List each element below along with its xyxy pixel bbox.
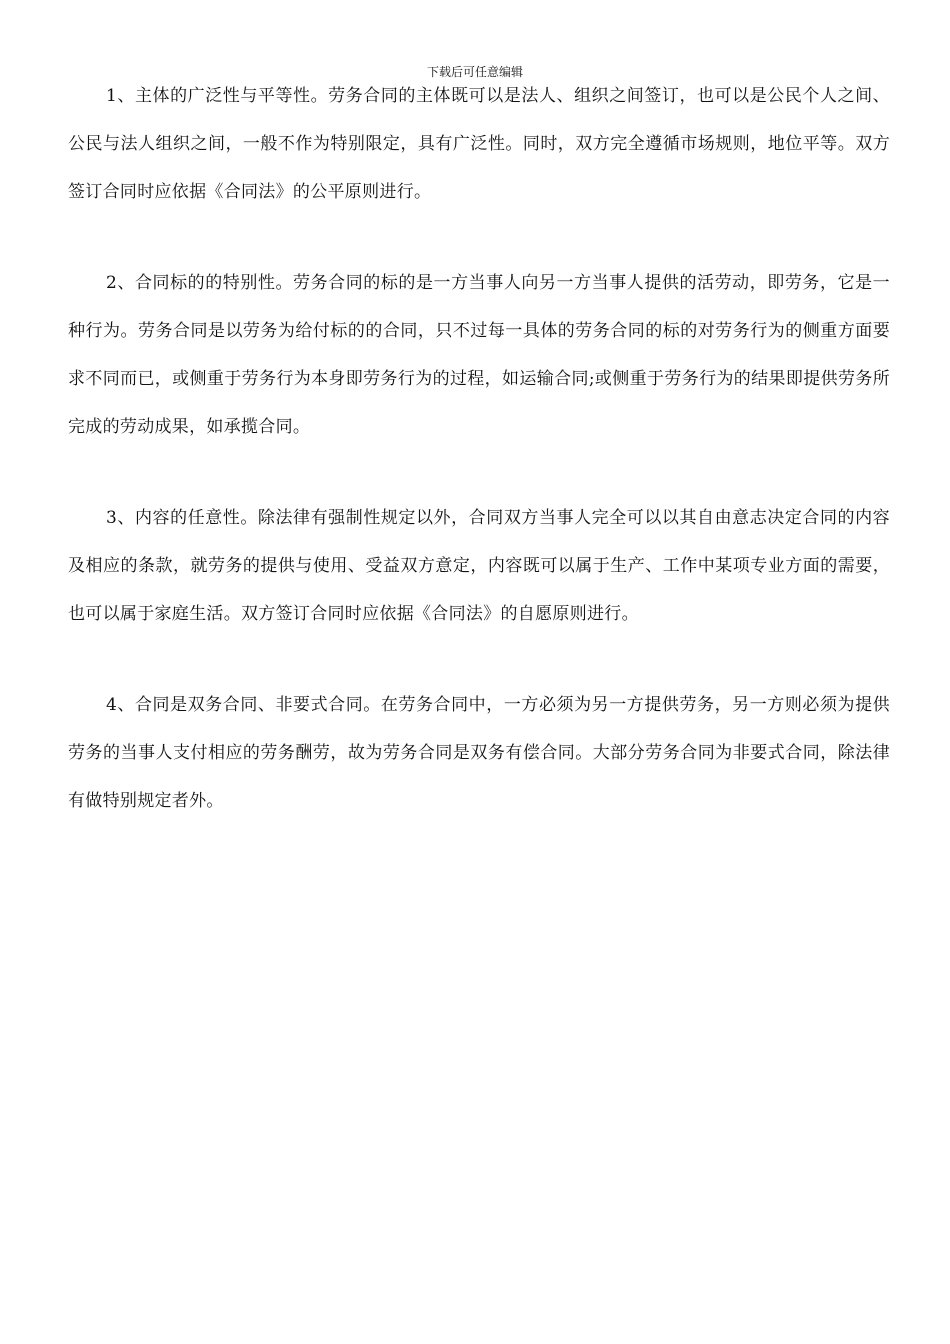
paragraph-3: 3、内容的任意性。除法律有强制性规定以外，合同双方当事人完全可以以其自由意志决定合同的内容及相应的条款，就劳务的提供与使用、受益双方意定，内容既可以属于生产、工作中某项专业方面的需要，也可以属于家庭生活。双方签订合同时应依据《合同法》的自愿原则进行。 <box>68 508 890 624</box>
paragraph-4: 4、合同是双务合同、非要式合同。在劳务合同中，一方必须为另一方提供劳务，另一方则必须为提供劳务的当事人支付相应的劳务酬劳，故为劳务合同是双务有偿合同。大部分劳务合同为非要式合同，除法律有做特别规定者外。 <box>68 695 890 811</box>
page-header-note: 下载后可任意编辑 <box>426 65 523 79</box>
paragraph-1: 1、主体的广泛性与平等性。劳务合同的主体既可以是法人、组织之间签订，也可以是公民个人之间、公民与法人组织之间，一般不作为特别限定，具有广泛性。同时，双方完全遵循市场规则，地位平等。双方签订合同时应依据《合同法》的公平原则进行。 <box>68 86 890 202</box>
paragraph-2: 2、合同标的的特别性。劳务合同的标的是一方当事人向另一方当事人提供的活劳动，即劳务，它是一种行为。劳务合同是以劳务为给付标的的合同，只不过每一具体的劳务合同的标的对劳务行为的侧重方面要求不同而已，或侧重于劳务行为本身即劳务行为的过程，如运输合同;或侧重于劳务行为的结果即提供劳务所完成的劳动成果，如承揽合同。 <box>68 273 890 437</box>
document-body <box>68 72 890 868</box>
